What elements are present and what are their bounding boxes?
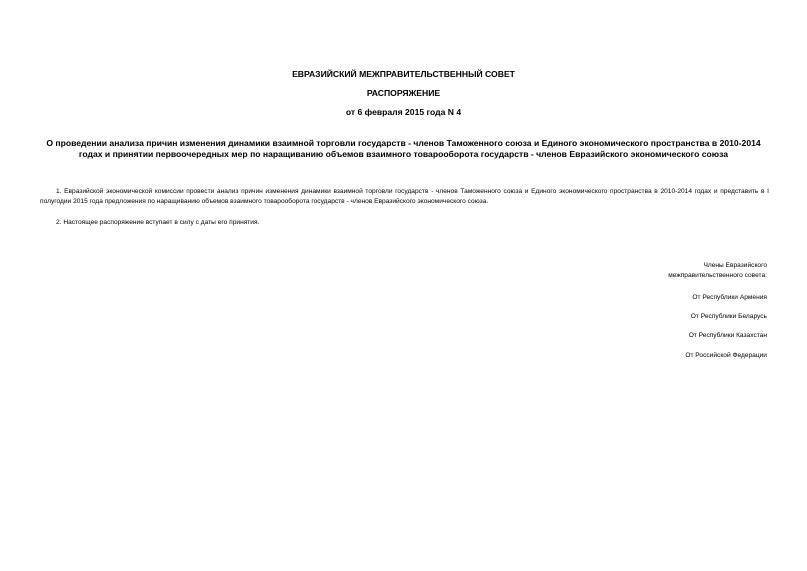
signature-intro-line-1: Члены Евразийского bbox=[703, 262, 767, 269]
signature-kazakhstan: От Республики Казахстан bbox=[688, 332, 767, 339]
signature-armenia: От Республики Армения bbox=[692, 294, 767, 301]
paragraph-2: 2. Настоящее распоряжение вступает в силу с даты его принятия. bbox=[56, 219, 260, 226]
council-heading: ЕВРАЗИЙСКИЙ МЕЖПРАВИТЕЛЬСТВЕННЫЙ СОВЕТ bbox=[292, 69, 515, 79]
document-title: О проведении анализа причин изменения динамики взаимной торговли государств - членов Таможенного союза и Единого экономического пространства в 2010-2014 годах и принятии первоочередных мер по наращиванию объемов взаимного товарооборота государств - членов Евразийского экономического союза bbox=[46, 138, 761, 159]
signature-intro bbox=[507, 261, 767, 281]
signature-belarus: От Республики Беларусь bbox=[690, 313, 767, 320]
paragraph-1: 1. Евразийской экономической комиссии провести анализ причин изменения динамики взаимной торговли государств - членов Таможенного союза и Единого экономического пространства в 2010-2014 годах и представить в I полугодии 2015 года предложения по наращиванию объемов взаимного товарооборота государств - членов Евразийского экономического союза. bbox=[40, 188, 769, 205]
document-type-heading: РАСПОРЯЖЕНИЕ bbox=[366, 88, 441, 98]
signature-russia: От Российской Федерации bbox=[685, 352, 767, 359]
signature-intro-line-2: межправительственного совета: bbox=[668, 272, 767, 279]
document-date-number: от 6 февраля 2015 года N 4 bbox=[345, 107, 462, 117]
